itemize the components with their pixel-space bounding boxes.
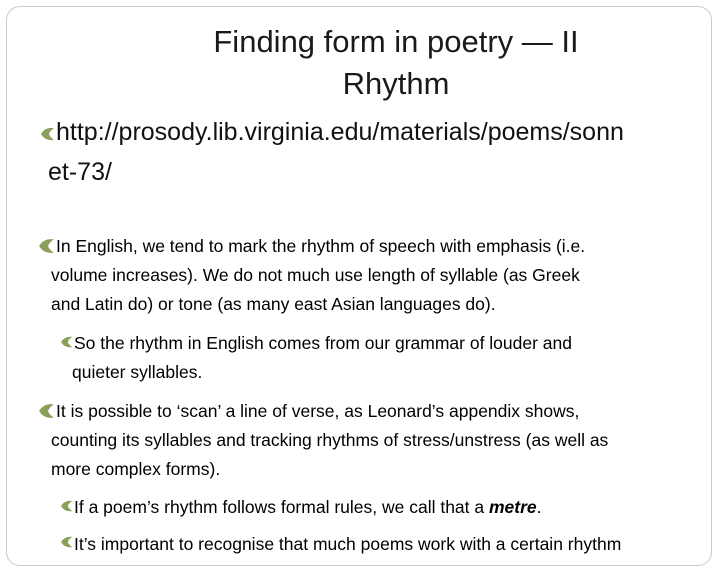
bullet-2-line-2: quieter syllables. <box>72 362 203 382</box>
url-line-1[interactable]: http://prosody.lib.virginia.edu/materials/poems/sonn <box>56 118 624 146</box>
bullet-icon <box>38 238 56 254</box>
bullet-1-line-2: volume increases). We do not much use length of syllable (as Greek <box>51 265 580 285</box>
bullet-3-line-1: It is possible to ‘scan’ a line of verse, as Leonard’s appendix shows, <box>56 401 580 421</box>
sub-bullet-icon <box>60 536 74 548</box>
bullet-4-period: . <box>536 497 542 517</box>
url-line-2[interactable]: et-73/ <box>48 158 112 186</box>
bullet-3-line-3: more complex forms). <box>51 459 221 479</box>
bullet-1-line-3: and Latin do) or tone (as many east Asian languages do). <box>51 294 496 314</box>
sub-bullet-icon <box>60 500 74 512</box>
slide-title: Finding form in poetry — II <box>213 24 579 59</box>
bullet-5-line-1: It’s important to recognise that much poems work with a certain rhythm <box>74 534 622 554</box>
bullet-1-line-1: In English, we tend to mark the rhythm of speech with emphasis (i.e. <box>56 236 586 256</box>
bullet-icon <box>38 403 56 419</box>
bullet-2-line-1: So the rhythm in English comes from our grammar of louder and <box>74 333 572 353</box>
bullet-4-text: If a poem’s rhythm follows formal rules, we call that a <box>74 497 489 517</box>
sub-bullet-icon <box>60 336 74 348</box>
bullet-3-line-2: counting its syllables and tracking rhythms of stress/unstress (as well as <box>51 430 609 450</box>
bullet-4-line-1 <box>74 493 542 522</box>
url-link[interactable] <box>38 112 698 192</box>
slide-subtitle: Rhythm <box>342 66 450 101</box>
metre-term: metre <box>488 497 537 517</box>
